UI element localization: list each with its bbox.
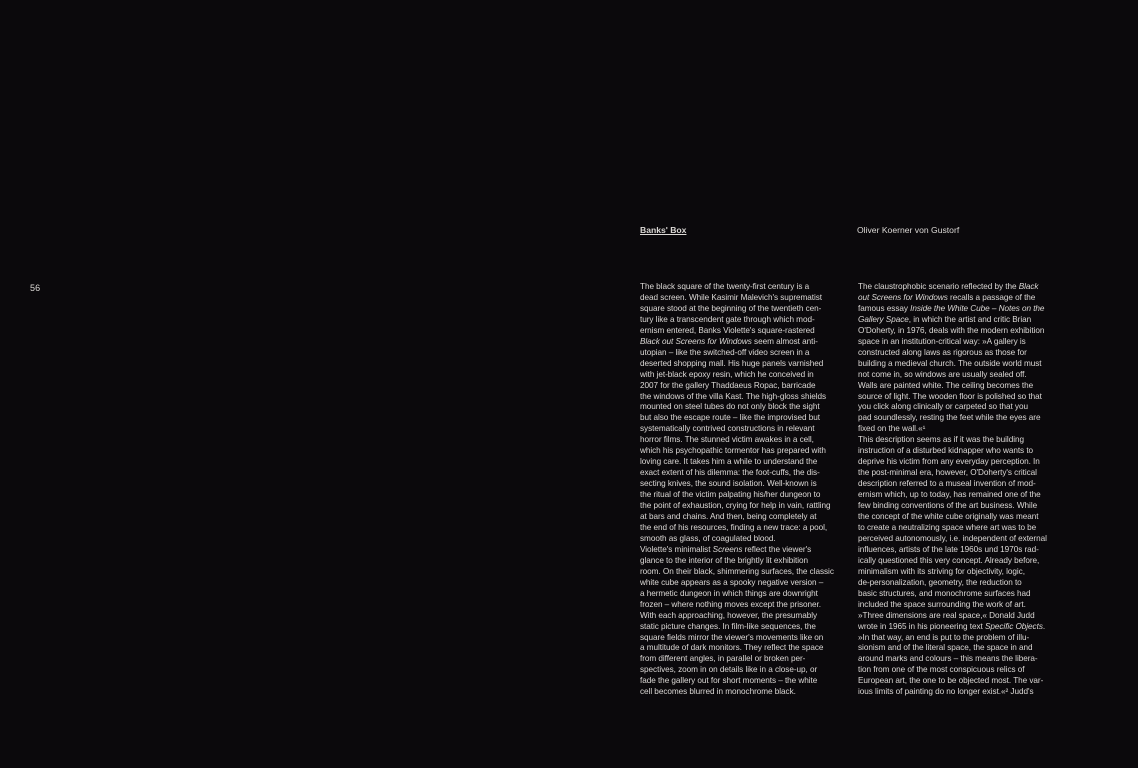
text-line: deserted shopping mall. His huge panels varnished [640,358,824,368]
text-line: white cube appears as a spooky negative version – [640,577,824,587]
text-line: at bars and chains. And then, being completely at [640,512,817,522]
text-line: minimalism with its striving for objectivity, logic, [858,566,1025,576]
text-line: 2007 for the gallery Thaddaeus Ropac, barricade [640,380,816,390]
text-line: which his psychopathic tormentor has prepared with [640,446,826,456]
article-author: Oliver Koerner von Gustorf [857,225,960,235]
text-line: a hermetic dungeon in which things are downright [640,588,818,598]
text-line: glance to the interior of the brightly lit exhibition [640,555,809,565]
text-line: ically questioned this very concept. Already before, [858,555,1040,565]
text-line: you click along clinically or carpeted so that you [858,402,1028,412]
text-line: space in an institution-critical way: »A gallery is [858,336,1026,346]
text-line: horror films. The stunned victim awakes in a cell, [640,435,814,445]
text-line: included the space surrounding the work of art. [858,599,1026,609]
text-line: ernism entered, Banks Violette's square-rastered [640,325,815,335]
article-title: Banks' Box [640,225,687,235]
text-line: the post-minimal era, however, O'Doherty's critical [858,468,1037,478]
text-line: mounted on steel tubes do not only block the sight [640,402,820,412]
text-line: »In that way, an end is put to the problem of illu- [858,632,1030,642]
text-line: description referred to a museal invention of mod- [858,479,1036,489]
text-line: This description seems as if it was the building [858,435,1024,445]
text-line: the end of his resources, finding a new trace: a pool, [640,522,828,532]
text-line: de-personalization, geometry, the reduction to [858,577,1022,587]
text-line: The black square of the twenty-first century is a [640,282,810,291]
text-line: Walls are painted white. The ceiling becomes the [858,380,1034,390]
text-line: to create a neutralizing space where art was to be [858,522,1037,532]
text-line: With each approaching, however, the presumably [640,610,818,620]
text-line: Black out Screens for Windows seem almost anti- [640,336,818,346]
text-line: the concept of the white cube originally was meant [858,512,1039,522]
text-line: but also the escape route – like the improvised but [640,413,820,423]
text-line: cell becomes blurred in monochrome black. [640,687,796,697]
text-line: secting knives, the sound isolation. Well-known is [640,479,817,489]
text-line: influences, artists of the late 1960s und 1970s rad- [858,544,1039,554]
text-line: static picture changes. In film-like sequences, the [640,621,816,631]
text-line: frozen – where nothing moves except the prisoner. [640,599,821,609]
text-line: dead screen. While Kasimir Malevich's suprematist [640,292,823,302]
text-line: around marks and colours – this means the libera- [858,654,1038,664]
text-column-left [640,282,852,698]
text-line: constructed along laws as rigorous as those for [858,347,1027,357]
text-line: tion from one of the most conspicuous relics of [858,665,1025,675]
text-line: smooth as glass, of coagulated blood. [640,533,776,543]
text-line: from different angles, in parallel or broken per- [640,654,806,664]
text-line: European art, the one to be objected most. The var- [858,676,1044,686]
text-line: fixed on the wall.«¹ [858,424,926,434]
text-line: the windows of the villa Kast. The high-gloss shields [640,391,827,401]
text-line: square fields mirror the viewer's movements like on [640,632,824,642]
text-line: tury like a transcendent gate through which mod- [640,314,815,324]
text-line: utopian – like the switched-off video screen in a [640,347,810,357]
text-line: Violette's minimalist Screens reflect the viewer's [640,544,812,554]
text-line: ious limits of painting do no longer exist.«² Judd's [858,687,1034,697]
text-line: spectives, zoom in on details like in a close-up, or [640,665,818,675]
text-line: perceived autonomously, i.e. independent of external [858,533,1047,543]
text-line: source of light. The wooden floor is polished so that [858,391,1042,401]
text-line: Gallery Space, in which the artist and critic Brian [858,314,1032,324]
text-line: instruction of a disturbed kidnapper who wants to [858,446,1034,456]
text-line: wrote in 1965 in his pioneering text Specific Objects. [858,621,1046,631]
text-line: O'Doherty, in 1976, deals with the modern exhibition [858,325,1045,335]
text-line: square stood at the beginning of the twentieth cen- [640,303,822,313]
text-line: out Screens for Windows recalls a passage of the [858,292,1036,302]
text-line: deprive his victim from any everyday perception. In [858,457,1040,467]
text-line: building a medieval church. The outside world must [858,358,1042,368]
text-line: the ritual of the victim palpating his/her dungeon to [640,490,821,500]
text-line: The claustrophobic scenario reflected by the Black [858,282,1039,291]
text-line: ernism which, up to today, has remained one of the [858,490,1041,500]
text-line: loving care. It takes him a while to understand the [640,457,818,467]
text-line: basic structures, and monochrome surfaces had [858,588,1031,598]
text-line: few binding conventions of the art business. While [858,501,1038,511]
text-line: not come in, so windows are usually sealed off. [858,369,1027,379]
text-line: »Three dimensions are real space,« Donald Judd [858,610,1035,620]
text-line: sionism and of the literal space, the space in and [858,643,1033,653]
text-line: exact extent of his dilemma: the foot-cuffs, the dis- [640,468,820,478]
text-line: the point of exhaustion, crying for help in vain, rattling [640,501,831,511]
text-line: systematically contrived constructions in relevant [640,424,815,434]
text-line: pad soundlessly, resting the feet while the eyes are [858,413,1041,423]
page-number: 56 [30,283,41,293]
text-line: famous essay Inside the White Cube – Notes on the [858,303,1045,313]
text-line: fade the gallery out for short moments – the white [640,676,818,686]
text-line: room. On their black, shimmering surfaces, the classic [640,566,834,576]
text-line: with jet-black epoxy resin, which he conceived in [640,369,814,379]
text-column-right [858,282,1070,698]
text-line: a multitude of dark monitors. They reflect the space [640,643,824,653]
